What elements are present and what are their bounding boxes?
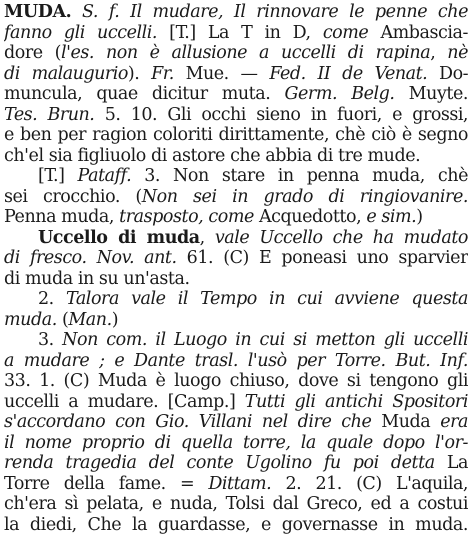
text-segment: era bbox=[440, 412, 468, 432]
text-segment: [T.] bbox=[38, 166, 78, 186]
text-segment: Pataff. bbox=[77, 166, 132, 186]
text-segment: Non com. il Luogo in cui si metton gli uccelli bbox=[62, 330, 468, 350]
text-segment: l'es. non è allusione a uccelli di rapina bbox=[60, 43, 431, 63]
text-segment: Do- bbox=[427, 63, 468, 84]
text-line bbox=[4, 310, 468, 331]
text-segment: di fresco. bbox=[4, 248, 87, 268]
text-segment: ( bbox=[56, 309, 69, 330]
text-segment: S. f. Il mudare, Il rinnovare le penne che bbox=[82, 2, 468, 22]
text-segment: ch'el sia figliuolo di astore che abbia di tre mude. bbox=[4, 145, 421, 166]
text-line bbox=[4, 412, 468, 433]
text-line bbox=[4, 515, 468, 536]
text-segment: vale Uccello che ha mudato bbox=[214, 227, 468, 248]
text-segment: Non sei in grado di ringiovanire. bbox=[141, 186, 468, 207]
text-segment: Dittam. bbox=[208, 473, 272, 494]
text-line bbox=[4, 494, 468, 515]
text-segment: muda. bbox=[4, 309, 57, 330]
text-segment: Mue. — bbox=[173, 63, 270, 84]
text-line bbox=[4, 125, 468, 146]
text-segment: uccelli a mudare. [Camp.] bbox=[4, 391, 245, 412]
text-line bbox=[4, 146, 468, 167]
text-line bbox=[4, 371, 468, 392]
text-segment: 5. 10. Gli occhi sieno in fuori, e grossi, bbox=[94, 104, 468, 125]
text-line bbox=[4, 166, 468, 187]
text-segment: trasposto, come bbox=[119, 207, 254, 227]
text-line bbox=[4, 207, 468, 228]
text-segment: ) bbox=[416, 207, 423, 227]
text-segment: il nome proprio di quella torre, la quale dopo l'or- bbox=[4, 432, 468, 453]
text-segment: Tes. Brun. bbox=[4, 104, 95, 125]
text-segment bbox=[71, 2, 82, 22]
text-line bbox=[4, 43, 468, 64]
text-segment: di malaugurio bbox=[4, 63, 128, 84]
text-line bbox=[4, 228, 468, 249]
text-segment: la diedi, Che la guardasse, e governasse in muda. bbox=[4, 514, 468, 535]
text-segment: Tutti gli antichi Spositori bbox=[244, 391, 468, 412]
text-segment: come bbox=[322, 22, 369, 43]
text-segment: 2. bbox=[38, 289, 66, 309]
text-segment: e sim. bbox=[366, 207, 417, 227]
text-segment: , bbox=[199, 227, 215, 248]
text-segment: Nov. ant. bbox=[96, 248, 177, 268]
text-segment: di muda in su un'asta. bbox=[4, 268, 190, 289]
dictionary-entry-muda bbox=[4, 2, 468, 557]
text-segment: ch'era sì pelata, e nuda, Tolsi dal Greco, ed a costui bbox=[4, 494, 468, 514]
text-segment: fanno gli uccelli. bbox=[4, 22, 158, 43]
text-segment: Muda bbox=[371, 412, 441, 432]
text-segment: But. Inf. bbox=[395, 350, 468, 371]
text-line bbox=[4, 392, 468, 413]
text-line bbox=[4, 105, 468, 126]
text-segment: Fr. bbox=[151, 63, 174, 84]
text-segment: Fed. II de Venat. bbox=[269, 63, 428, 84]
text-segment: 3. Non stare in penna muda, chè bbox=[131, 166, 468, 186]
text-line bbox=[4, 248, 468, 269]
text-line bbox=[4, 2, 468, 23]
text-segment: ) bbox=[111, 309, 119, 330]
text-segment: MUDA. bbox=[4, 2, 72, 22]
text-line bbox=[4, 433, 468, 454]
text-segment: 3. bbox=[38, 330, 63, 350]
text-segment: muncula, quae dicitur muta. bbox=[4, 84, 285, 104]
text-line bbox=[4, 187, 468, 208]
text-segment: Man. bbox=[68, 309, 112, 330]
text-segment: renda tragedia del conte Ugolino fu poi detta bbox=[4, 453, 435, 473]
text-segment: sei crocchio. ( bbox=[4, 186, 142, 207]
text-segment: La bbox=[434, 453, 468, 473]
text-line bbox=[4, 64, 468, 85]
text-segment: Germ. Belg. bbox=[284, 84, 395, 104]
text-segment: a mudare ; e Dante trasl. l'usò per Torre. bbox=[4, 350, 386, 371]
text-segment: [T.] La T in D, bbox=[157, 22, 323, 43]
text-line bbox=[4, 453, 468, 474]
text-line bbox=[4, 84, 468, 105]
text-line bbox=[4, 330, 468, 351]
text-segment: Muyte. bbox=[394, 84, 468, 104]
text-segment: s'accordano con Gio. Villani nel dire che bbox=[4, 412, 372, 432]
text-segment: nè bbox=[447, 43, 468, 63]
text-segment: Uccello di muda bbox=[38, 227, 200, 248]
text-line bbox=[4, 269, 468, 290]
text-segment: 61. (C) E poneasi uno sparvier bbox=[176, 248, 468, 268]
text-segment: 2. 21. (C) L'aquila, bbox=[271, 473, 468, 494]
text-line bbox=[4, 474, 468, 495]
text-segment: Acquedotto, bbox=[253, 207, 367, 227]
text-segment: 33. 1. (C) Muda è luogo chiuso, dove si tengono gli bbox=[4, 371, 468, 391]
text-segment: dore ( bbox=[4, 43, 61, 63]
text-line bbox=[4, 289, 468, 310]
text-segment: Talora vale il Tempo in cui avviene questa bbox=[65, 289, 468, 309]
text-segment: Penna muda, bbox=[4, 207, 120, 227]
text-line bbox=[4, 351, 468, 372]
text-segment: Torre della fame. = bbox=[4, 473, 209, 494]
text-segment: e ben per ragion coloriti dirittamente, chè ciò è segno bbox=[4, 125, 468, 145]
text-segment bbox=[87, 248, 97, 268]
text-line bbox=[4, 23, 468, 44]
text-segment: Ambascia- bbox=[368, 22, 468, 43]
text-segment: ). bbox=[127, 63, 152, 84]
text-segment bbox=[386, 351, 396, 371]
text-segment: , bbox=[430, 43, 448, 63]
